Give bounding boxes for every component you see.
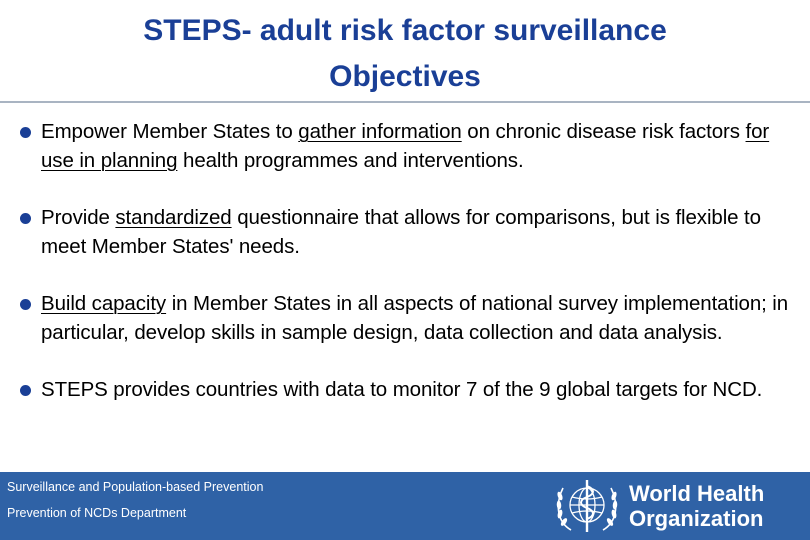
bullet-item: [18, 118, 803, 175]
bullet-item: [18, 204, 803, 261]
footer-unit-name: Surveillance and Population-based Prevention: [7, 480, 264, 494]
bullet-text: in Member States in all aspects of national survey implementation; in particular, develop skills in sample design, data collection and data analysis.: [41, 292, 789, 344]
who-emblem-icon: [551, 474, 623, 538]
bullet-text: health programmes and interventions.: [177, 148, 524, 172]
title-divider: [0, 101, 810, 103]
bullet-dot-icon: [20, 385, 31, 396]
bullet-list: [18, 118, 803, 405]
bullet-text: Provide: [41, 206, 116, 229]
organization-name: [629, 481, 764, 531]
organization-name-line-1: World Health: [629, 481, 765, 506]
bullet-text: questionnaire that allows for comparisons, but is flexible to meet Member States' needs.: [41, 206, 761, 258]
bullet-dot-icon: [20, 213, 31, 224]
title-line-1: STEPS- adult risk factor surveillance: [143, 14, 667, 47]
slide-title: [0, 8, 810, 100]
bullet-text-underlined: for use in planning: [41, 120, 770, 172]
bullet-dot-icon: [20, 127, 31, 138]
bullet-text: on chronic disease risk factors: [461, 120, 746, 143]
bullet-text: Empower Member States to: [41, 120, 299, 143]
bullet-text: STEPS provides countries with data to monitor 7 of the 9 global targets for NCD.: [41, 378, 763, 401]
title-line-2: Objectives: [329, 60, 481, 93]
bullet-item: [18, 376, 803, 405]
bullet-text-underlined: standardized: [115, 206, 232, 229]
organization-name-line-2: Organization: [629, 506, 764, 531]
bullet-item: [18, 290, 803, 347]
bullet-dot-icon: [20, 299, 31, 310]
footer-department-name: Prevention of NCDs Department: [7, 506, 187, 520]
footer-bar: [0, 472, 810, 540]
bullet-text-underlined: gather information: [298, 120, 462, 143]
bullet-text-underlined: Build capacity: [41, 292, 167, 315]
